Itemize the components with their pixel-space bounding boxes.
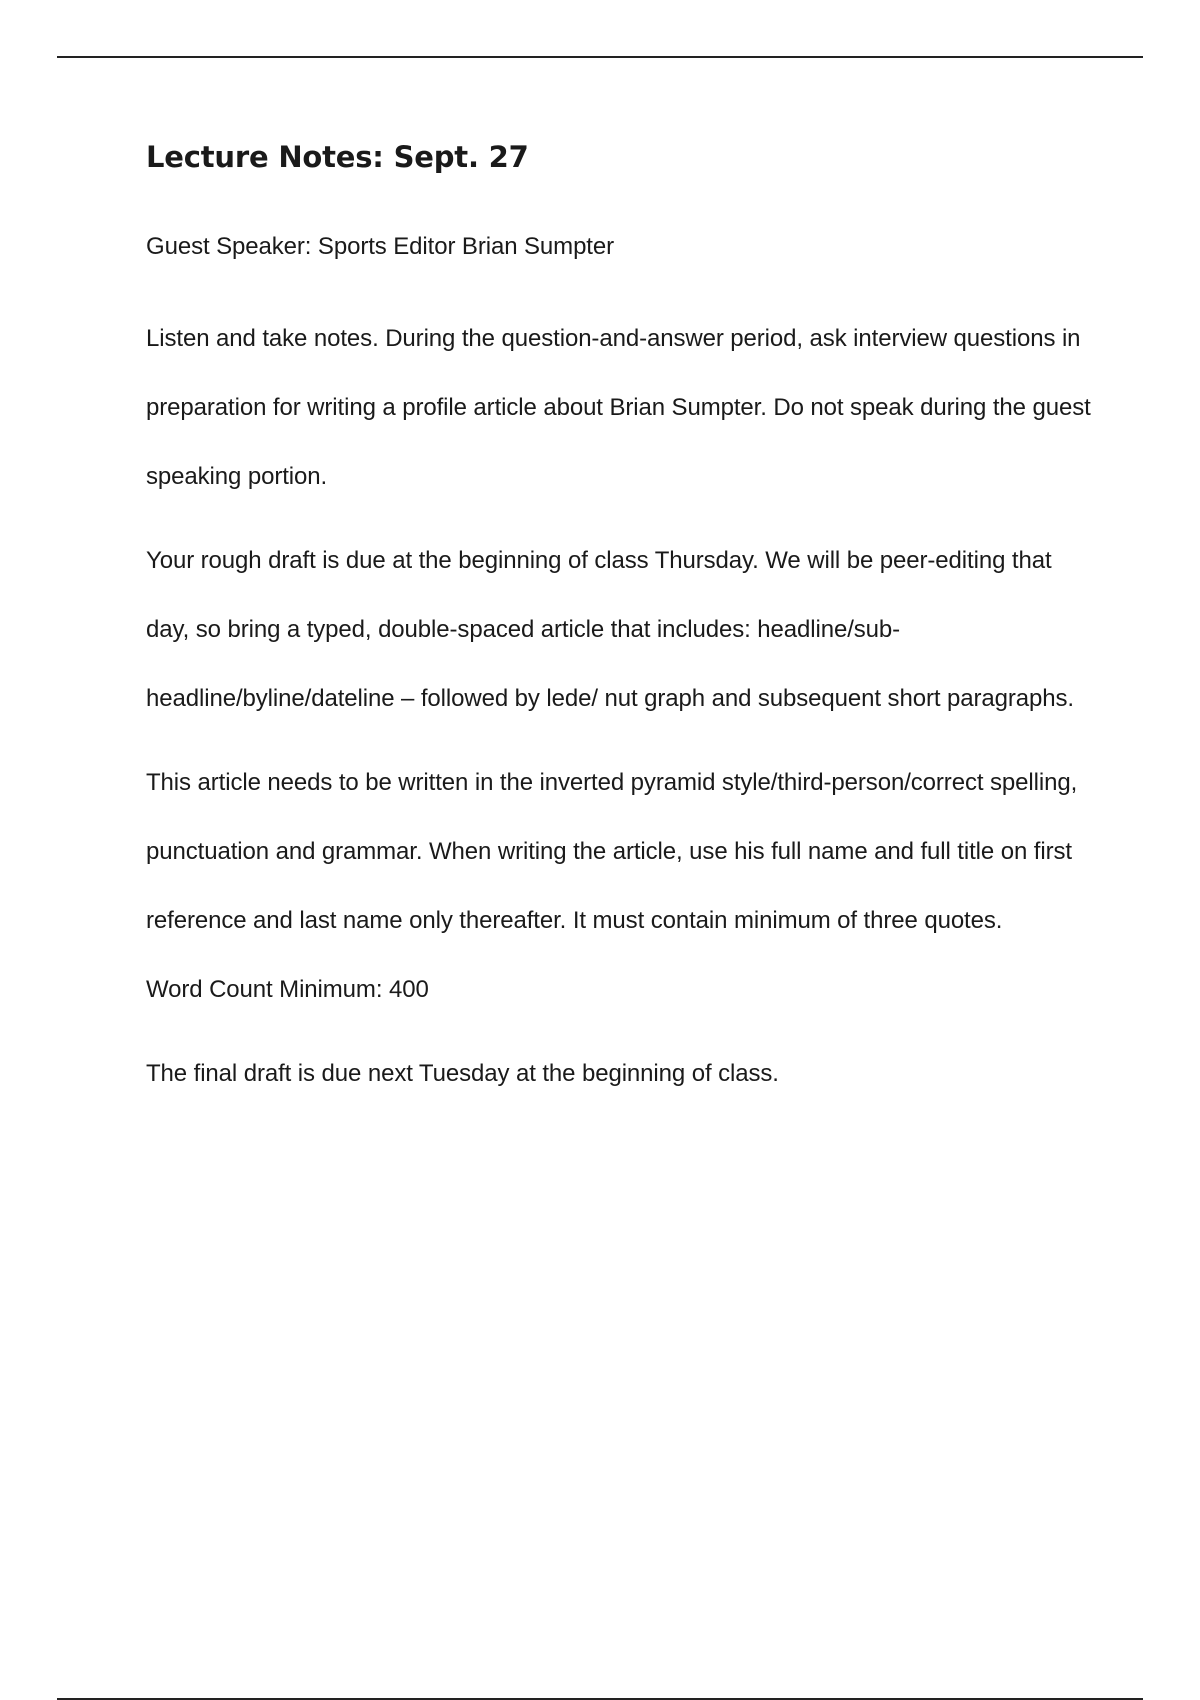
word-count-line: Word Count Minimum: 400 — [146, 975, 429, 1003]
instructions-paragraph: Listen and take notes. During the question-and-answer period, ask interview questions in preparation for writing a profile article about Brian Sumpter. Do not speak during the guest speaking portion. — [146, 324, 1091, 490]
document-body — [146, 140, 1096, 1138]
rough-draft-paragraph: Your rough draft is due at the beginning of class Thursday. We will be peer-editing that day, so bring a typed, double-spaced article that includes: headline/sub-headline/byline/dateline – followed by lede/ nut graph and subsequent short paragraphs. — [146, 546, 1074, 712]
top-rule — [57, 56, 1143, 58]
page-title: Lecture Notes: Sept. 27 — [146, 140, 529, 174]
style-requirements-paragraph: This article needs to be written in the inverted pyramid style/third-person/correct spelling, punctuation and grammar. When writing the article, use his full name and full title on first reference and last name only thereafter. It must contain minimum of three quotes. — [146, 768, 1078, 934]
guest-speaker-line: Guest Speaker: Sports Editor Brian Sumpter — [146, 232, 615, 260]
final-draft-line: The final draft is due next Tuesday at the beginning of class. — [146, 1059, 779, 1087]
